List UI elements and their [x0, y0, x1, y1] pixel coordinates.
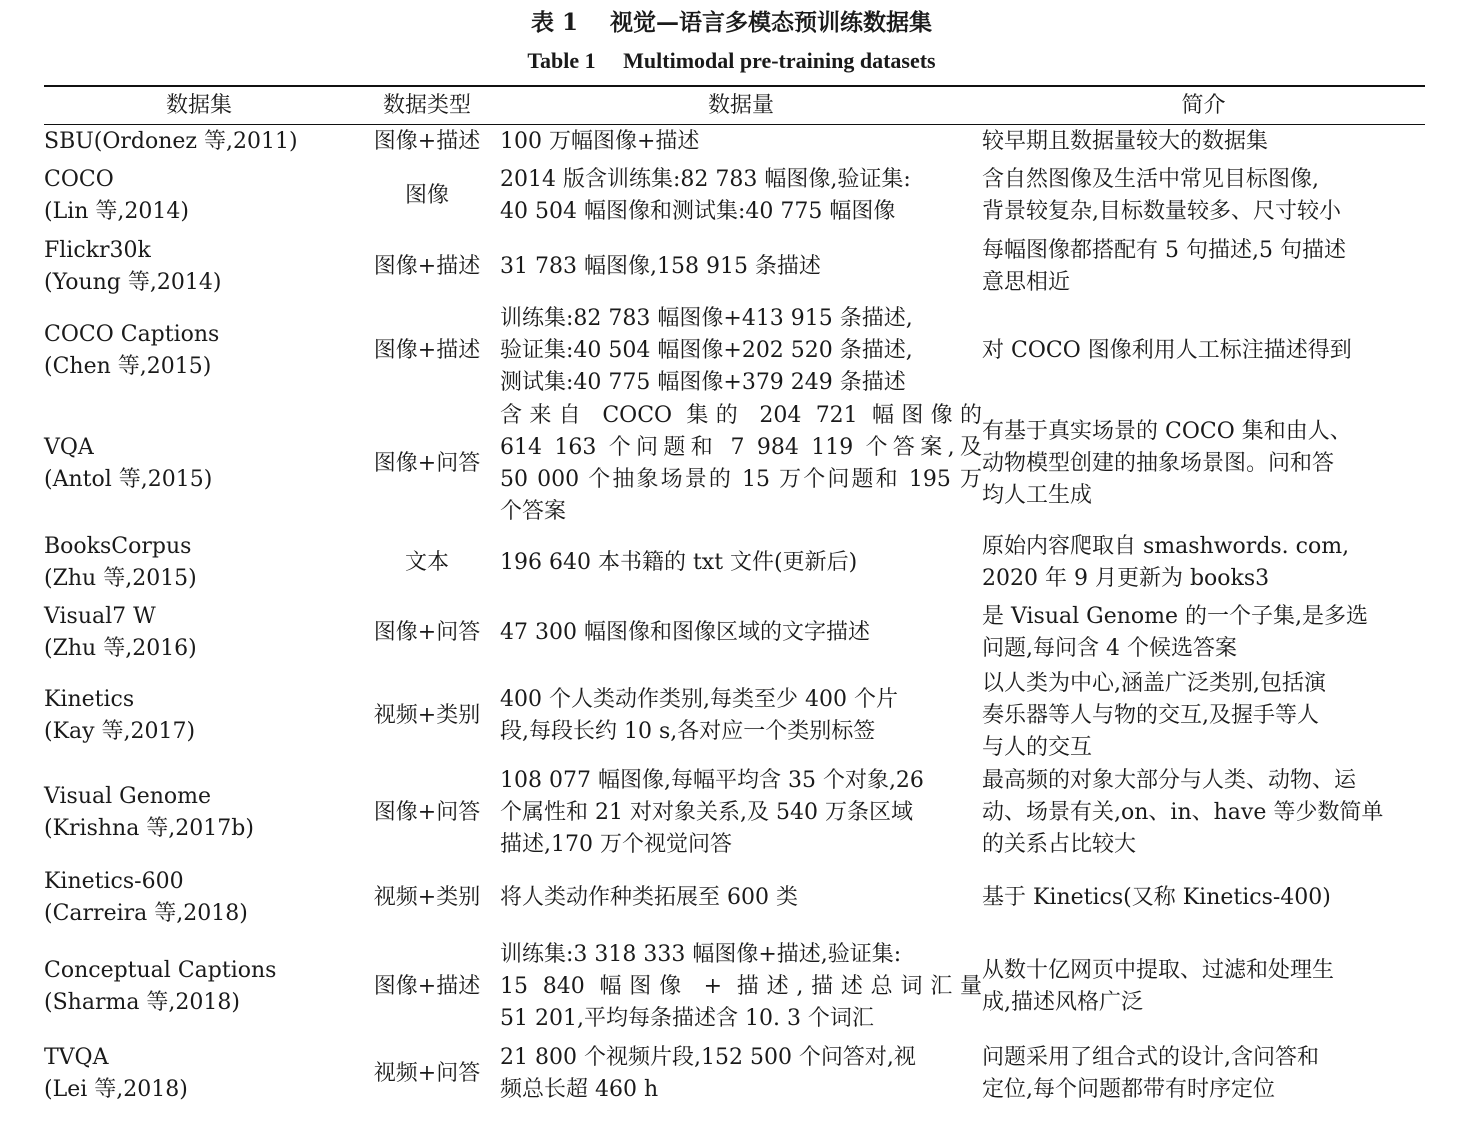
cell-dataset	[44, 232, 354, 302]
cell-dataset-line: (Lei 等,2018)	[44, 1077, 188, 1102]
cell-intro-line: 动、场景有关,on、in、have 等少数简单	[982, 799, 1384, 825]
cell-intro	[982, 232, 1425, 302]
cell-dataset-line: (Krishna 等,2017b)	[44, 815, 254, 841]
cell-amount	[500, 160, 982, 232]
cell-amount-line: 15 840 幅图像 + 描述,描述总词汇量	[500, 974, 982, 999]
cell-dataset-line: (Chen 等,2015)	[44, 354, 212, 379]
cell-dataset-line: (Carreira 等,2018)	[44, 901, 248, 926]
cell-intro-line: 最高频的对象大部分与人类、动物、运	[982, 767, 1357, 793]
table-body	[44, 124, 1425, 1109]
cell-intro-line: 成,描述风格广泛	[982, 990, 1143, 1015]
cell-intro-line: 对 COCO 图像利用人工标注描述得到	[982, 338, 1352, 363]
cell-dataset	[44, 302, 354, 400]
caption-en-label: Table 1	[527, 48, 596, 73]
cell-type: 图像	[404, 183, 449, 208]
table-caption-zh	[0, 8, 1463, 38]
table-header-row	[44, 87, 1425, 124]
cell-amount-line: 个答案	[500, 499, 567, 524]
cell-amount	[500, 598, 982, 668]
cell-amount-line: 频总长超 460 h	[500, 1077, 659, 1102]
cell-dataset-line: Conceptual Captions	[44, 958, 277, 983]
cell-intro-line: 意思相近	[982, 270, 1071, 295]
cell-amount-line: 测试集:40 775 幅图像+379 249 条描述	[500, 370, 906, 395]
cell-amount	[500, 528, 982, 598]
cell-type: 图像+问答	[373, 799, 481, 825]
cell-amount-line: 400 个人类动作类别,每类至少 400 个片	[500, 687, 898, 712]
cell-intro-line: 问题,每问含 4 个候选答案	[982, 636, 1237, 661]
table-caption-en	[0, 46, 1463, 76]
cell-dataset-line: Kinetics-600	[44, 869, 184, 894]
cell-type: 图像+描述	[373, 254, 481, 279]
cell-intro-line: 从数十亿网页中提取、过滤和处理生	[982, 958, 1335, 983]
cell-amount	[500, 1039, 982, 1109]
cell-intro-line: 问题采用了组合式的设计,含问答和	[982, 1045, 1319, 1070]
table-row	[44, 598, 1425, 668]
cell-dataset-line: SBU(Ordonez 等,2011)	[44, 129, 298, 154]
cell-amount-line: 描述,170 万个视觉问答	[500, 831, 732, 857]
cell-dataset	[44, 935, 354, 1039]
cell-amount-line: 个属性和 21 对对象关系,及 540 万条区域	[500, 799, 913, 825]
table-row	[44, 160, 1425, 232]
cell-dataset-line: Visual7 W	[44, 604, 156, 629]
cell-amount-line: 将人类动作种类拓展至 600 类	[500, 885, 798, 910]
cell-intro	[982, 1039, 1425, 1109]
caption-zh-title: 视觉—语言多模态预训练数据集	[610, 9, 933, 36]
cell-amount-line: 验证集:40 504 幅图像+202 520 条描述,	[500, 338, 913, 363]
cell-amount-line: 含来自 COCO 集的 204 721 幅图像的	[500, 403, 982, 428]
table-row	[44, 302, 1425, 400]
caption-en-title: Multimodal pre-training datasets	[623, 48, 936, 73]
cell-amount-line: 40 504 幅图像和测试集:40 775 幅图像	[500, 199, 896, 224]
cell-intro	[982, 528, 1425, 598]
cell-amount-line: 196 640 本书籍的 txt 文件(更新后)	[500, 550, 858, 575]
cell-amount-line: 51 201,平均每条描述含 10. 3 个词汇	[500, 1006, 874, 1031]
cell-amount	[500, 861, 982, 935]
cell-intro-line: 与人的交互	[982, 735, 1093, 760]
cell-amount	[500, 302, 982, 400]
table-row	[44, 124, 1425, 160]
cell-intro	[982, 764, 1425, 861]
cell-intro-line: 均人工生成	[982, 483, 1093, 508]
table-row	[44, 400, 1425, 528]
cell-dataset	[44, 400, 354, 528]
cell-dataset	[44, 598, 354, 668]
cell-intro-line: 以人类为中心,涵盖广泛类别,包括演	[982, 671, 1326, 696]
cell-amount	[500, 764, 982, 861]
column-header-intro: 简介	[1181, 92, 1226, 118]
cell-intro	[982, 668, 1425, 764]
cell-amount-line: 100 万幅图像+描述	[500, 129, 700, 154]
table-row	[44, 232, 1425, 302]
cell-dataset-line: (Antol 等,2015)	[44, 467, 213, 492]
cell-type: 图像+问答	[373, 620, 481, 645]
cell-dataset	[44, 668, 354, 764]
cell-dataset	[44, 1039, 354, 1109]
cell-amount-line: 21 800 个视频片段,152 500 个问答对,视	[500, 1045, 916, 1070]
table-row	[44, 861, 1425, 935]
table-row	[44, 668, 1425, 764]
cell-dataset-line: (Zhu 等,2016)	[44, 636, 197, 661]
cell-amount-line: 训练集:3 318 333 幅图像+描述,验证集:	[500, 942, 902, 967]
cell-type: 视频+类别	[373, 885, 481, 910]
cell-intro-line: 2020 年 9 月更新为 books3	[982, 566, 1270, 591]
cell-intro	[982, 400, 1425, 528]
cell-type: 图像+描述	[373, 338, 481, 363]
cell-type: 视频+问答	[373, 1061, 481, 1086]
cell-intro-line: 较早期且数据量较大的数据集	[982, 129, 1269, 154]
cell-dataset-line: (Zhu 等,2015)	[44, 566, 197, 591]
cell-intro-line: 背景较复杂,目标数量较多、尺寸较小	[982, 199, 1341, 224]
cell-intro	[982, 598, 1425, 668]
cell-type: 文本	[404, 550, 449, 575]
cell-amount	[500, 668, 982, 764]
cell-amount	[500, 400, 982, 528]
cell-intro	[982, 861, 1425, 935]
cell-intro-line: 定位,每个问题都带有时序定位	[982, 1077, 1275, 1102]
cell-amount-line: 614 163 个问题和 7 984 119 个答案,及	[500, 435, 982, 460]
cell-amount-line: 训练集:82 783 幅图像+413 915 条描述,	[500, 306, 913, 331]
cell-type: 图像+问答	[373, 451, 481, 476]
cell-intro	[982, 302, 1425, 400]
cell-dataset-line: Visual Genome	[44, 783, 212, 809]
cell-intro-line: 每幅图像都搭配有 5 句描述,5 句描述	[982, 238, 1346, 263]
cell-type: 图像+描述	[373, 974, 481, 999]
cell-amount-line: 50 000 个抽象场景的 15 万个问题和 195 万	[500, 467, 982, 492]
caption-zh-label: 表 1	[530, 9, 578, 36]
cell-amount	[500, 232, 982, 302]
cell-type: 图像+描述	[373, 129, 481, 154]
cell-dataset	[44, 124, 354, 160]
cell-dataset-line: Flickr30k	[44, 238, 151, 263]
cell-intro-line: 奏乐器等人与物的交互,及握手等人	[982, 703, 1319, 728]
cell-intro-line: 原始内容爬取自 smashwords. com,	[982, 534, 1350, 559]
cell-intro	[982, 124, 1425, 160]
cell-amount-line: 108 077 幅图像,每幅平均含 35 个对象,26	[500, 767, 924, 793]
table-row	[44, 935, 1425, 1039]
cell-dataset-line: (Kay 等,2017)	[44, 719, 196, 744]
cell-dataset-line: TVQA	[44, 1045, 109, 1070]
cell-dataset-line: (Lin 等,2014)	[44, 199, 189, 224]
column-header-dataset: 数据集	[165, 92, 232, 118]
cell-dataset-line: (Young 等,2014)	[44, 270, 222, 295]
cell-dataset	[44, 764, 354, 861]
cell-amount-line: 2014 版含训练集:82 783 幅图像,验证集:	[500, 167, 911, 192]
cell-intro	[982, 935, 1425, 1039]
cell-intro-line: 是 Visual Genome 的一个子集,是多选	[982, 604, 1369, 629]
cell-dataset	[44, 160, 354, 232]
cell-intro-line: 基于 Kinetics(又称 Kinetics-400)	[982, 885, 1331, 910]
column-header-type: 数据类型	[382, 92, 471, 118]
cell-type: 视频+类别	[373, 703, 481, 728]
cell-intro-line: 含自然图像及生活中常见目标图像,	[982, 167, 1319, 192]
cell-amount-line: 47 300 幅图像和图像区域的文字描述	[500, 620, 870, 645]
cell-dataset-line: BooksCorpus	[44, 534, 192, 559]
cell-dataset-line: (Sharma 等,2018)	[44, 990, 240, 1015]
cell-dataset	[44, 861, 354, 935]
cell-intro-line: 动物模型创建的抽象场景图。问和答	[982, 451, 1335, 476]
cell-dataset-line: VQA	[44, 435, 94, 460]
cell-intro-line: 有基于真实场景的 COCO 集和由人、	[982, 419, 1352, 444]
table-row	[44, 764, 1425, 861]
cell-intro	[982, 160, 1425, 232]
table-row	[44, 528, 1425, 598]
cell-dataset-line: COCO	[44, 167, 114, 192]
column-header-amount: 数据量	[707, 92, 774, 118]
datasets-table	[44, 87, 1425, 1109]
cell-amount-line: 段,每段长约 10 s,各对应一个类别标签	[500, 719, 876, 744]
cell-dataset-line: COCO Captions	[44, 322, 220, 347]
cell-amount	[500, 935, 982, 1039]
cell-amount-line: 31 783 幅图像,158 915 条描述	[500, 254, 821, 279]
cell-dataset-line: Kinetics	[44, 687, 135, 712]
table-row	[44, 1039, 1425, 1109]
cell-intro-line: 的关系占比较大	[982, 831, 1137, 857]
cell-dataset	[44, 528, 354, 598]
cell-amount	[500, 124, 982, 160]
